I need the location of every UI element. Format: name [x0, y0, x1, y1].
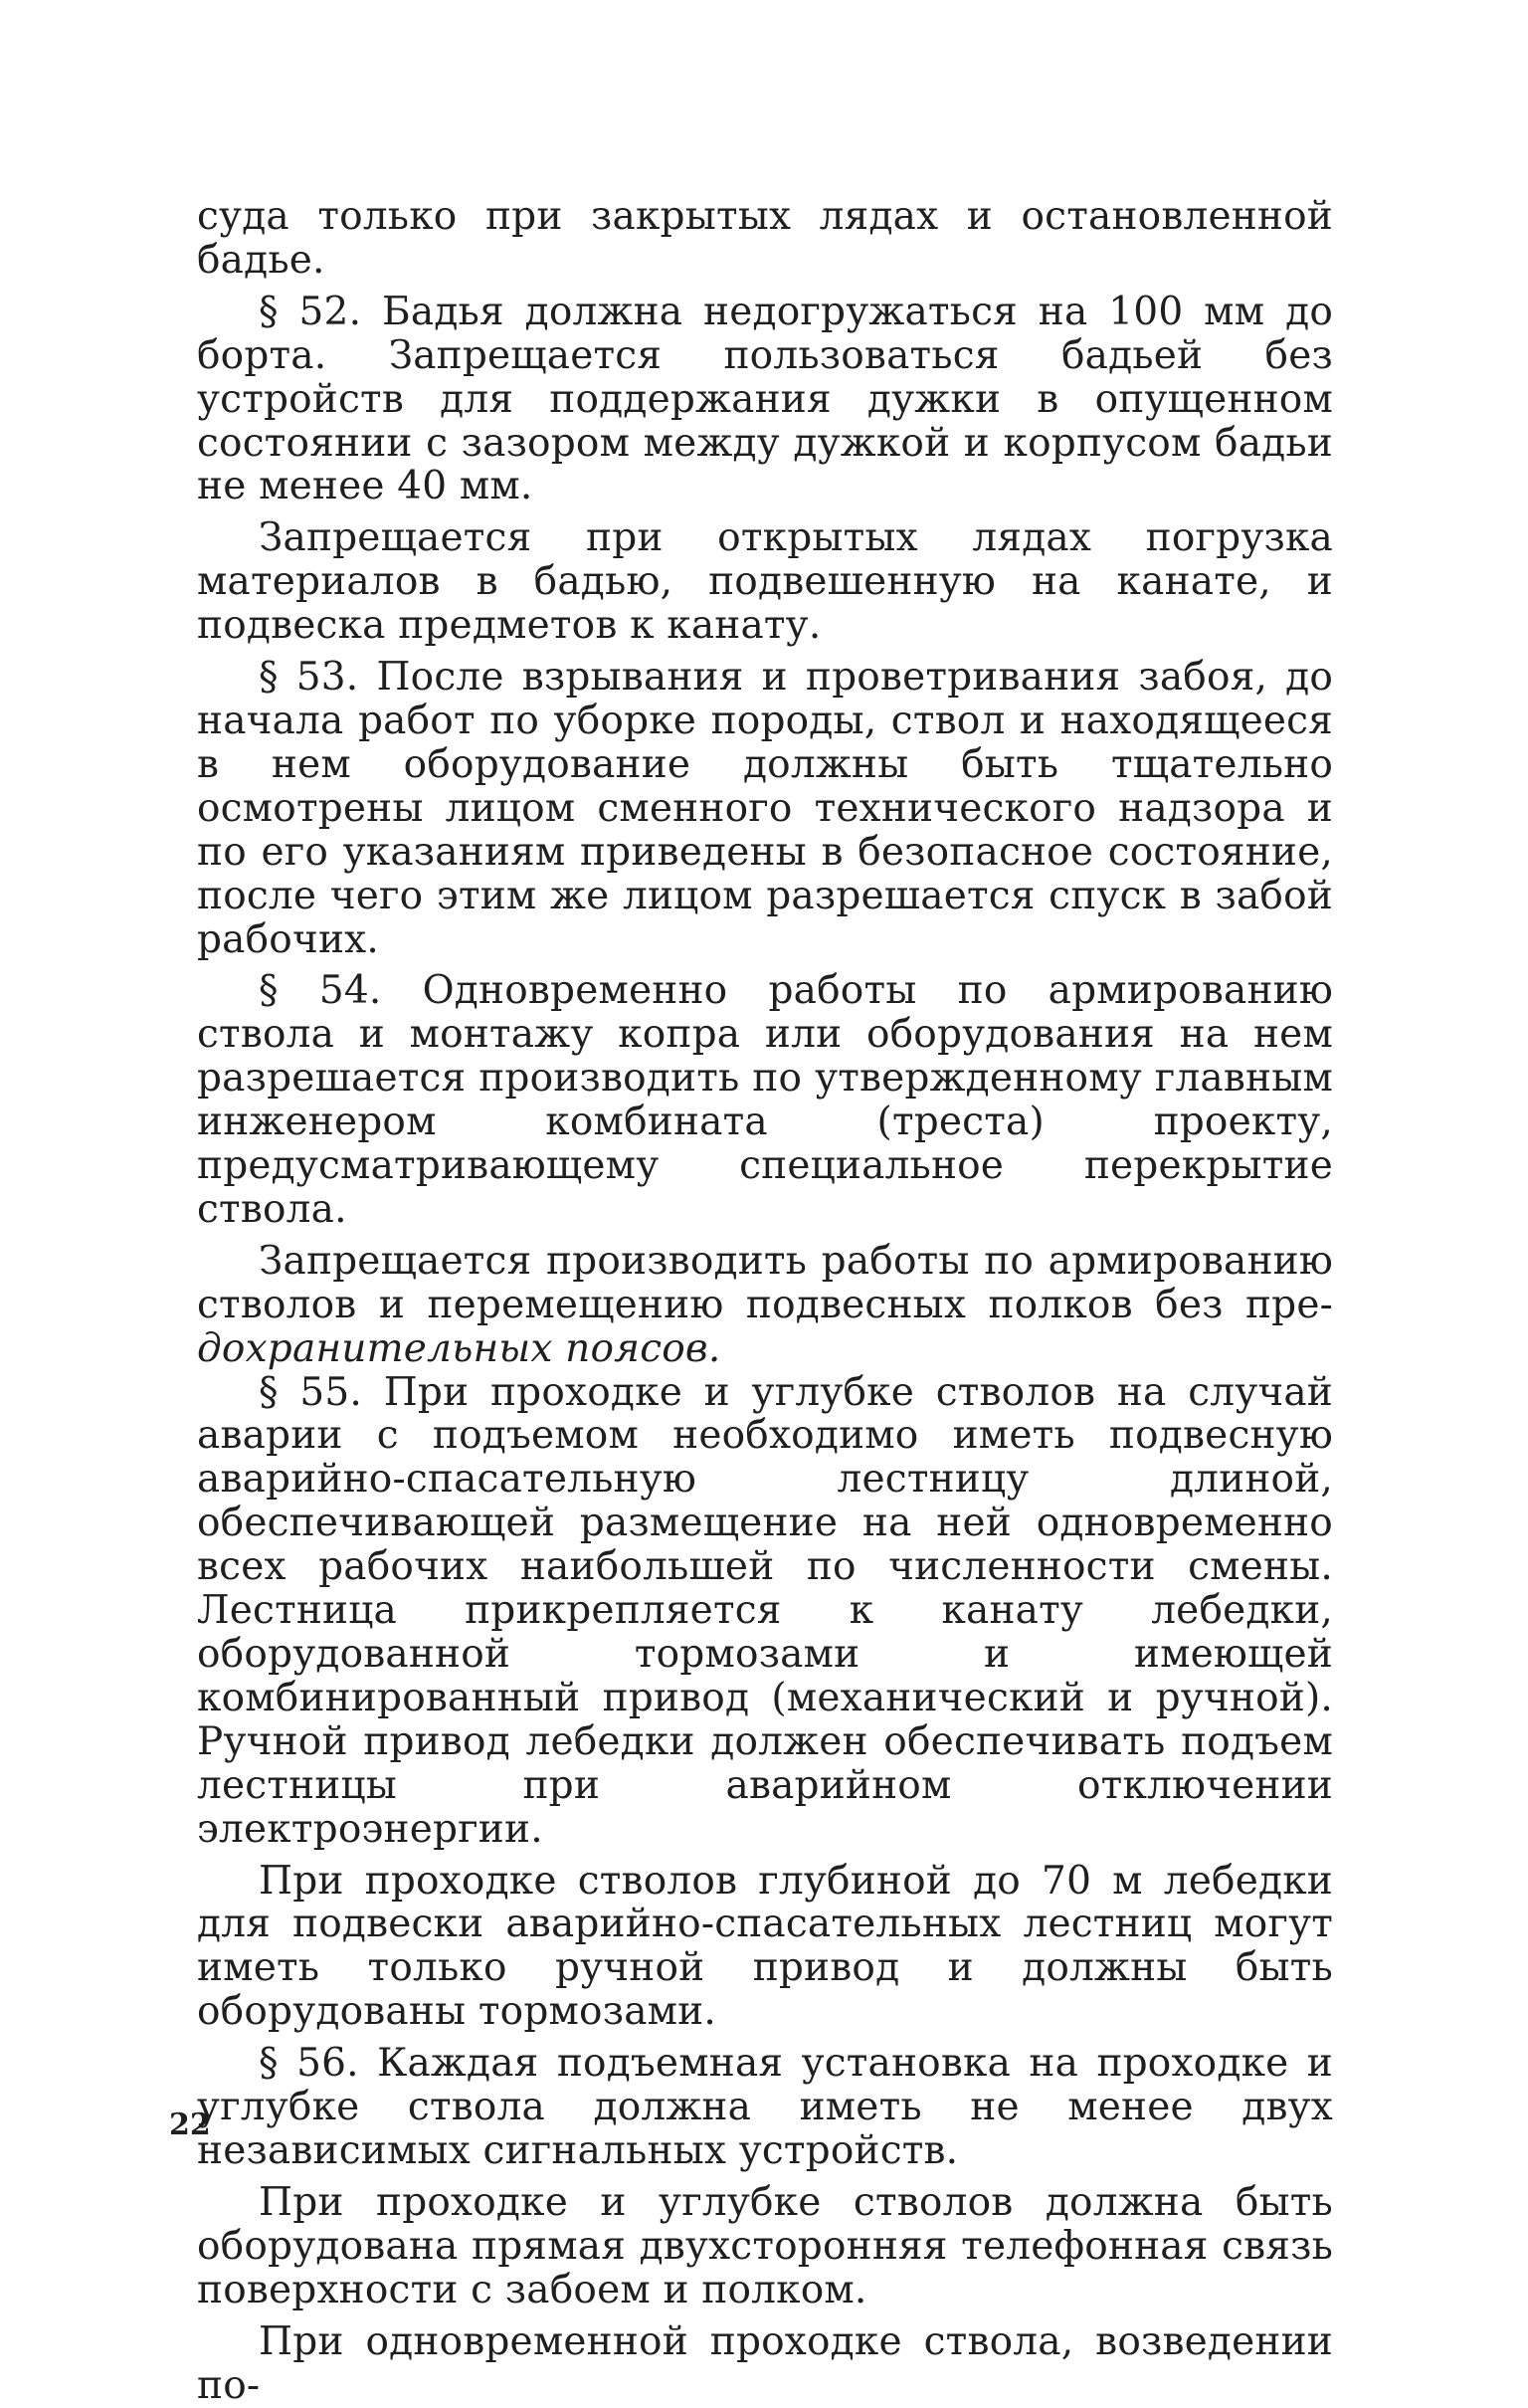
paragraph-armoring-prohibition-end: дохранительных поясов. [197, 1325, 721, 1371]
paragraph-telephone-link: При проходке и углубке стволов должна быть оборудована прямая двухсторонняя телефонная связь поверхности с забоем и полком. [197, 2179, 1333, 2312]
paragraph-continuation: суда только при закрытых лядах и остановленной бадье. [197, 194, 1333, 283]
paragraph-simultaneous-sinking: При одновременной проходке ствола, возведении по- [197, 2318, 1333, 2408]
paragraph-section-53: § 53. После взрывания и проветривания забоя, до начала работ по уборке породы, ствол и находящееся в нем оборудование должны быть тщательно осмотрены лицом сменного технического надзора и по его указаниям приведены в безопасное состояние, после чего этим же лицом разрешается спуск в забой рабочих. [197, 655, 1333, 962]
paragraph-section-55: § 55. При проходке и углубке стволов на случай аварии с подъемом необходимо иметь подвесную аварийно-спасательную лестницу длиной, обеспечивающей размещение на ней одновременно всех рабочих наибольшей по численности смены. Лестница прикрепляется к канату лебедки, оборудованной тормозами и имеющей комбинированный привод (механический и ручной). Ручной привод лебедки должен обеспечивать подъем лестницы при аварийном отключении электроэнергии. [197, 1369, 1333, 1852]
paragraph-winch-depth: При проходке стволов глубиной до 70 м лебедки для подвески аварийно-спасательных лестниц могут иметь только ручной привод и должны быть оборудованы тормозами. [197, 1858, 1333, 2035]
paragraph-loading-prohibition: Запрещается при открытых лядах погрузка материалов в бадью, подвешенную на канате, и подвеска предметов к канату. [197, 515, 1333, 649]
paragraph-section-52: § 52. Бадья должна недогружаться на 100 мм до борта. Запрещается пользоваться бадьей без устройств для поддержания дужки в опущенном состоянии с зазором между дужкой и корпусом бадьи не менее 40 мм. [197, 289, 1333, 509]
page-number: 22 [169, 2107, 211, 2142]
body-text [197, 195, 1333, 2407]
paragraph-section-54: § 54. Одновременно работы по армированию ствола и монтажу копра или оборудования на нем разрешается производить по утвержденному главным инженером комбината (треста) проекту, предусматривающему специальное перекрытие ствола. [197, 968, 1333, 1232]
paragraph-armoring-prohibition: Запрещается производить работы по армированию стволов и перемещению подвесных полков без пре- [197, 1238, 1333, 1327]
paragraph-section-56: § 56. Каждая подъемная установка на проходке и углубке ствола должна иметь не менее двух независимых сигнальных устройств. [197, 2041, 1333, 2173]
